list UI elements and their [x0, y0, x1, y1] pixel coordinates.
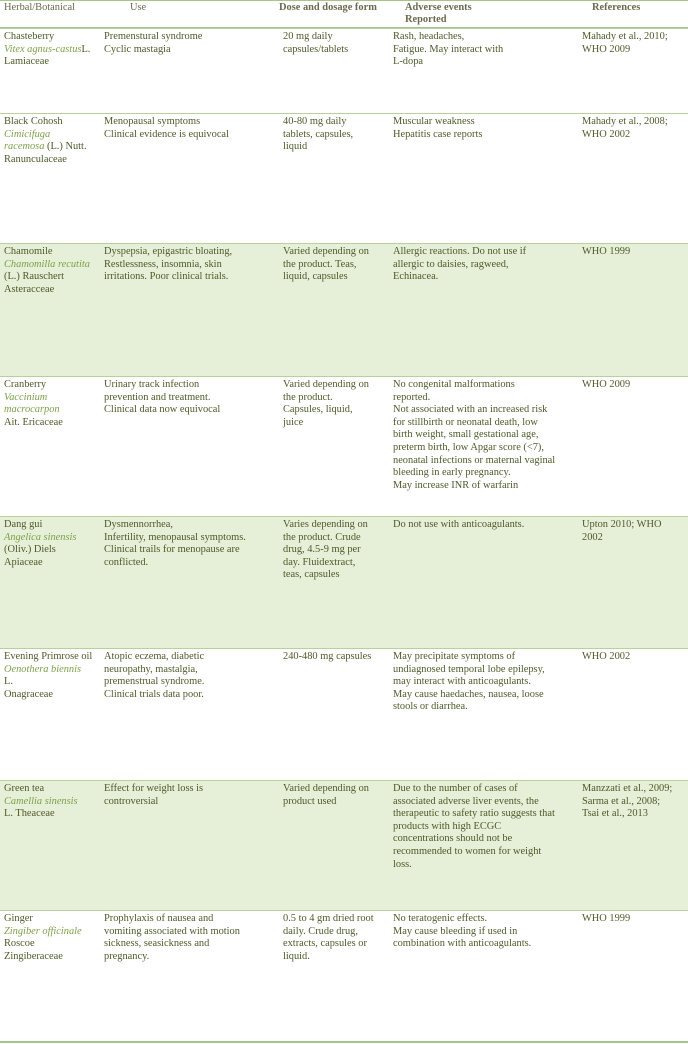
use-cell: Dyspepsia, epigastric bloating, Restlessness, insomnia, skin irritations. Poor clinical trials. [104, 246, 233, 283]
row-divider [0, 113, 688, 114]
row-divider [0, 28, 688, 29]
use-cell: Effect for weight loss is controversial [104, 783, 204, 807]
references-cell: Mahady et al., 2010; WHO 2009 [582, 31, 668, 55]
table-row [0, 910, 688, 1041]
table-row [0, 516, 688, 648]
row-divider [0, 516, 688, 517]
dose-cell: 40-80 mg daily tablets, capsules, liquid [283, 116, 354, 153]
adverse-events-cell: Muscular weakness Hepatitis case reports [393, 116, 483, 140]
botanical-name-cell [4, 783, 100, 821]
common-name: Black Cohosh [4, 116, 63, 127]
header-use: Use [130, 2, 147, 13]
references-cell: WHO 2002 [582, 651, 631, 662]
header-dose: Dose and dosage form [279, 2, 377, 13]
references-cell: Upton 2010; WHO 2002 [582, 519, 662, 543]
row-divider [0, 376, 688, 377]
authority-family: (L.) Rauschert Asteracceae [4, 271, 65, 295]
references-cell: WHO 2009 [582, 379, 631, 390]
scientific-name: Vitex agnus-castus [4, 43, 82, 55]
scientific-name: Cimicifuga racemosa [4, 128, 51, 153]
use-cell: Atopic eczema, diabetic neuropathy, mastalgia, premenstrual syndrome. Clinical trials data poor. [104, 651, 205, 700]
adverse-events-cell: Due to the number of cases of associated adverse liver events, the therapeutic to safety ratio suggests that products with high ECGC concentrations should not be recommended to women for weight loss. [393, 783, 555, 870]
botanical-name-cell [4, 913, 100, 963]
table-row [0, 376, 688, 516]
dose-cell: Varied depending on the product. Teas, liquid, capsules [283, 246, 369, 283]
use-cell: Premenstural syndrome Cyclic mastagia [104, 31, 203, 55]
adverse-events-cell: No teratogenic effects. May cause bleeding if used in combination with anticoagulants. [393, 913, 532, 950]
dose-cell: 0.5 to 4 gm dried root daily. Crude drug, extracts, capsules or liquid. [283, 913, 374, 962]
row-divider [0, 910, 688, 911]
use-cell: Menopausal symptoms Clinical evidence is equivocal [104, 116, 229, 140]
common-name: Cranberry [4, 379, 47, 390]
table-row [0, 648, 688, 780]
use-cell: Urinary track infection prevention and treatment. Clinical data now equivocal [104, 379, 221, 416]
row-divider [0, 243, 688, 244]
scientific-name: Camellia sinensis [4, 795, 78, 807]
row-divider [0, 648, 688, 649]
common-name: Dang gui [4, 519, 43, 530]
scientific-name: Chamomilla recutita [4, 258, 90, 270]
common-name: Chasteberry [4, 31, 55, 42]
botanical-name-cell [4, 246, 100, 296]
common-name: Chamomile [4, 246, 53, 257]
botanical-name-cell [4, 116, 100, 166]
scientific-name: Angelica sinensis [4, 531, 77, 543]
header-top-rule [0, 0, 688, 1]
references-cell: WHO 1999 [582, 246, 631, 257]
references-cell: Manzzati et al., 2009; Sarma et al., 2008; Tsai et al., 2013 [582, 783, 673, 820]
common-name: Evening Primrose oil [4, 651, 93, 662]
table-row [0, 780, 688, 910]
use-cell: Prophylaxis of nausea and vomiting associated with motion sickness, seasickness and pregnancy. [104, 913, 240, 962]
adverse-events-cell: Rash, headaches, Fatigue. May interact with L-dopa [393, 31, 504, 68]
adverse-events-cell: Do not use with anticoagulants. [393, 519, 525, 530]
authority-family: Roscoe Zingiberaceae [4, 938, 63, 962]
table-row [0, 28, 688, 113]
table-bottom-rule [0, 1041, 688, 1043]
adverse-events-cell: May precipitate symptoms of undiagnosed temporal lobe epilepsy, may interact with anticoagulants. May cause haedaches, nausea, loose stools or diarrhea. [393, 651, 545, 713]
dose-cell: 20 mg daily capsules/tablets [283, 31, 349, 55]
botanical-name-cell [4, 651, 100, 701]
botanical-name-cell [4, 379, 100, 429]
header-adverse: Adverse events Reported [405, 2, 472, 25]
scientific-name: Vaccinium macrocarpon [4, 391, 60, 416]
adverse-events-cell: No congenital malformations reported. Not associated with an increased risk for stillbirth or neonatal death, low birth weight, small gestational age, preterm birth, low Apgar score (<7), neonatal infections or maternal vaginal bleeding in early pregnancy. May increase INR of warfarin [393, 379, 556, 491]
use-cell: Dysmennorrhea, Infertility, menopausal symptoms. Clinical trails for menopause are conflicted. [104, 519, 246, 568]
common-name: Ginger [4, 913, 33, 924]
scientific-name: Oenothera biennis [4, 663, 82, 675]
dose-cell: Varies depending on the product. Crude drug, 4.5-9 mg per day. Fluidextract, teas, capsules [283, 519, 368, 581]
dose-cell: 240-480 mg capsules [283, 651, 372, 662]
authority-family: (Oliv.) Diels Apiaceae [4, 544, 56, 568]
dose-cell: Varied depending on the product. Capsules, liquid, juice [283, 379, 369, 428]
botanical-name-cell [4, 519, 100, 569]
table-row [0, 243, 688, 376]
botanical-name-cell [4, 31, 100, 69]
header-references: References [592, 2, 641, 13]
row-divider [0, 780, 688, 781]
header-herbal: Herbal/Botanical [4, 2, 75, 13]
common-name: Green tea [4, 783, 45, 794]
references-cell: Mahady et al., 2008; WHO 2002 [582, 116, 668, 140]
table-row [0, 113, 688, 243]
references-cell: WHO 1999 [582, 913, 631, 924]
adverse-events-cell: Allergic reactions. Do not use if allergic to daisies, ragweed, Echinacea. [393, 246, 527, 283]
authority-family: L. Lamiaceae [4, 43, 91, 68]
authority-family: L. Onagraceae [4, 676, 54, 700]
authority-family: Ait. Ericaceae [4, 416, 63, 428]
scientific-name: Zingiber officinale [4, 925, 82, 937]
dose-cell: Varied depending on product used [283, 783, 369, 807]
authority-family: (L.) Nutt. Ranunculaceae [4, 141, 87, 165]
authority-family: L. Theaceae [4, 808, 55, 820]
